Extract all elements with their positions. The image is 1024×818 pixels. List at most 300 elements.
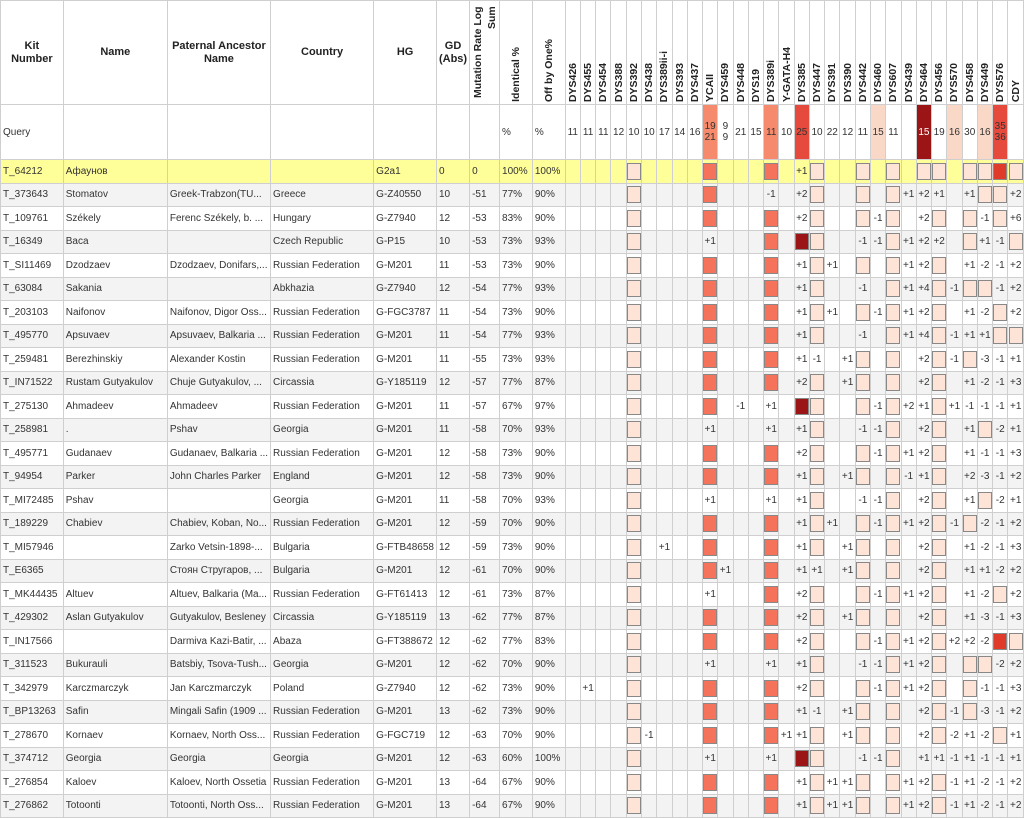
marker-diff-cell	[764, 512, 779, 536]
marker-diff-box	[703, 280, 717, 297]
query-marker-value	[901, 105, 916, 160]
table-row[interactable]	[1, 583, 1024, 607]
marker-diff-cell	[626, 559, 641, 583]
off-by-one-cell: 90%	[532, 512, 565, 536]
kit-number-cell[interactable]: T_BP13263	[1, 700, 64, 724]
marker-diff-cell: +1	[794, 254, 809, 278]
table-row[interactable]	[1, 324, 1024, 348]
table-row[interactable]	[1, 395, 1024, 419]
marker-diff-cell: -1	[993, 794, 1008, 818]
marker-diff-cell	[596, 324, 611, 348]
col-marker-dys464[interactable]: DYS464	[916, 1, 931, 105]
gd-cell: 12	[436, 724, 469, 748]
marker-diff-cell	[733, 207, 748, 231]
col-marker-dys576[interactable]: DYS576	[993, 1, 1008, 105]
marker-diff-cell	[687, 677, 702, 701]
marker-diff-box	[703, 515, 717, 532]
marker-diff-box	[963, 515, 977, 532]
marker-diff-cell: -1	[855, 747, 870, 771]
mutation-rate-cell: 0	[470, 160, 500, 184]
col-marker-dys439[interactable]: DYS439	[901, 1, 916, 105]
marker-diff-cell	[580, 653, 595, 677]
marker-diff-cell	[733, 677, 748, 701]
marker-diff-cell	[626, 301, 641, 325]
marker-diff-cell: +2	[916, 724, 931, 748]
col-marker-dys19[interactable]: DYS19	[748, 1, 763, 105]
col-genetic-distance[interactable]: GD (Abs)	[436, 1, 469, 105]
query-marker-value: 11	[886, 105, 901, 160]
marker-diff-cell	[809, 371, 824, 395]
marker-diff-cell: -1	[977, 677, 992, 701]
off-by-one-cell: 90%	[532, 183, 565, 207]
marker-diff-cell: -1	[993, 277, 1008, 301]
marker-diff-cell	[779, 230, 794, 254]
kit-number-cell[interactable]: T_495771	[1, 442, 64, 466]
country-cell: Russian Federation	[271, 724, 374, 748]
table-row[interactable]	[1, 465, 1024, 489]
marker-diff-cell	[672, 371, 687, 395]
col-marker-dys391[interactable]: DYS391	[825, 1, 840, 105]
marker-diff-cell	[825, 583, 840, 607]
table-row[interactable]	[1, 160, 1024, 184]
marker-diff-cell	[809, 277, 824, 301]
marker-diff-cell	[825, 183, 840, 207]
marker-diff-cell	[886, 418, 901, 442]
kit-number-cell[interactable]: T_94954	[1, 465, 64, 489]
marker-diff-cell: -1	[764, 183, 779, 207]
table-row[interactable]	[1, 183, 1024, 207]
marker-diff-cell	[779, 371, 794, 395]
marker-diff-cell	[748, 348, 763, 372]
marker-diff-cell	[642, 700, 657, 724]
marker-diff-box	[978, 656, 992, 673]
marker-diff-cell	[886, 536, 901, 560]
marker-diff-cell: +2	[1008, 583, 1024, 607]
col-marker-dys448[interactable]: DYS448	[733, 1, 748, 105]
kit-number-cell[interactable]: T_MI72485	[1, 489, 64, 513]
marker-diff-box	[886, 304, 900, 321]
marker-diff-cell	[672, 583, 687, 607]
table-row[interactable]	[1, 536, 1024, 560]
marker-diff-box	[795, 398, 809, 415]
col-marker-ycaii[interactable]: YCAII	[703, 1, 718, 105]
table-row[interactable]	[1, 559, 1024, 583]
marker-diff-cell	[611, 277, 626, 301]
kit-number-cell[interactable]: T_189229	[1, 512, 64, 536]
ancestor-cell: Naifonov, Digor Oss...	[167, 301, 270, 325]
country-cell: Russian Federation	[271, 395, 374, 419]
marker-diff-box	[932, 680, 946, 697]
marker-diff-cell	[565, 536, 580, 560]
col-marker-dys570[interactable]: DYS570	[947, 1, 962, 105]
marker-diff-cell: +1	[718, 559, 733, 583]
marker-diff-cell: +1	[1008, 348, 1024, 372]
off-by-one-cell: 93%	[532, 418, 565, 442]
marker-diff-cell: -1	[870, 653, 885, 677]
identical-cell: 73%	[500, 677, 533, 701]
table-row[interactable]	[1, 442, 1024, 466]
kit-number-cell[interactable]: T_203103	[1, 301, 64, 325]
col-marker-y-gata-h4[interactable]: Y-GATA-H4	[779, 1, 794, 105]
off-by-one-cell: 90%	[532, 207, 565, 231]
marker-diff-box	[932, 515, 946, 532]
marker-diff-cell: +2	[916, 254, 931, 278]
gd-cell: 0	[436, 160, 469, 184]
gd-cell: 12	[436, 677, 469, 701]
table-row[interactable]	[1, 771, 1024, 795]
marker-diff-cell	[764, 301, 779, 325]
marker-diff-cell	[580, 747, 595, 771]
kit-number-cell[interactable]: T_259481	[1, 348, 64, 372]
kit-number-cell[interactable]: T_258981	[1, 418, 64, 442]
col-haplogroup[interactable]: HG	[374, 1, 437, 105]
marker-diff-cell	[718, 395, 733, 419]
kit-number-cell[interactable]: T_276862	[1, 794, 64, 818]
table-row[interactable]	[1, 700, 1024, 724]
marker-diff-cell	[748, 371, 763, 395]
kit-number-cell[interactable]: T_63084	[1, 277, 64, 301]
col-mutation-rate[interactable]: Mutation Rate Log Sum	[470, 1, 500, 105]
marker-diff-cell	[565, 348, 580, 372]
marker-diff-box	[856, 163, 870, 180]
marker-diff-cell	[687, 371, 702, 395]
kit-number-cell[interactable]: T_MK44435	[1, 583, 64, 607]
gd-cell: 11	[436, 348, 469, 372]
marker-diff-cell	[596, 489, 611, 513]
col-marker-dys455[interactable]: DYS455	[580, 1, 595, 105]
kit-number-cell[interactable]: T_374712	[1, 747, 64, 771]
query-off-by-one: %	[532, 105, 565, 160]
marker-diff-cell	[642, 230, 657, 254]
marker-diff-cell	[809, 254, 824, 278]
table-row[interactable]	[1, 418, 1024, 442]
kit-number-cell[interactable]: T_276854	[1, 771, 64, 795]
marker-diff-cell	[718, 489, 733, 513]
haplogroup-cell: G-FGC3787	[374, 301, 437, 325]
marker-diff-cell	[718, 230, 733, 254]
col-marker-dys447[interactable]: DYS447	[809, 1, 824, 105]
table-row[interactable]	[1, 512, 1024, 536]
off-by-one-cell: 93%	[532, 324, 565, 348]
marker-diff-cell	[672, 606, 687, 630]
marker-diff-cell: +1	[901, 512, 916, 536]
ancestor-cell	[167, 489, 270, 513]
gd-cell: 13	[436, 794, 469, 818]
kit-number-cell[interactable]: T_IN71522	[1, 371, 64, 395]
marker-diff-cell	[580, 771, 595, 795]
marker-diff-cell: -1	[870, 230, 885, 254]
col-marker-dys459[interactable]: DYS459	[718, 1, 733, 105]
kit-number-cell[interactable]: T_278670	[1, 724, 64, 748]
name-cell: Ahmadeev	[63, 395, 167, 419]
marker-diff-cell: +2	[916, 371, 931, 395]
name-cell: Georgia	[63, 747, 167, 771]
table-row[interactable]	[1, 630, 1024, 654]
name-cell: Totoonti	[63, 794, 167, 818]
marker-diff-cell	[855, 677, 870, 701]
marker-diff-cell	[565, 653, 580, 677]
marker-diff-cell	[825, 371, 840, 395]
col-country[interactable]: Country	[271, 1, 374, 105]
col-marker-dys456[interactable]: DYS456	[932, 1, 947, 105]
marker-diff-box	[886, 727, 900, 744]
table-row[interactable]	[1, 677, 1024, 701]
kit-number-cell[interactable]: T_64212	[1, 160, 64, 184]
marker-diff-cell	[565, 207, 580, 231]
table-row[interactable]	[1, 301, 1024, 325]
marker-diff-cell	[886, 230, 901, 254]
marker-diff-cell: +4	[916, 324, 931, 348]
query-marker-value: 12	[611, 105, 626, 160]
marker-diff-box	[627, 280, 641, 297]
marker-diff-cell	[809, 160, 824, 184]
marker-diff-cell: +2	[916, 606, 931, 630]
col-marker-dys390[interactable]: DYS390	[840, 1, 855, 105]
marker-diff-cell	[626, 630, 641, 654]
marker-diff-cell: +4	[916, 277, 931, 301]
identical-cell: 83%	[500, 207, 533, 231]
marker-diff-cell	[748, 183, 763, 207]
marker-diff-cell	[947, 160, 962, 184]
marker-diff-box	[856, 774, 870, 791]
marker-diff-cell	[947, 583, 962, 607]
marker-diff-box	[932, 633, 946, 650]
marker-diff-cell	[718, 160, 733, 184]
kit-number-cell[interactable]: T_275130	[1, 395, 64, 419]
kit-number-cell[interactable]: T_311523	[1, 653, 64, 677]
marker-diff-cell	[886, 183, 901, 207]
marker-diff-cell	[565, 230, 580, 254]
col-name[interactable]: Name	[63, 1, 167, 105]
ancestor-cell: Ahmadeev	[167, 395, 270, 419]
marker-diff-box	[932, 609, 946, 626]
marker-diff-cell	[703, 465, 718, 489]
col-marker-dys426[interactable]: DYS426	[565, 1, 580, 105]
marker-diff-cell	[870, 254, 885, 278]
marker-diff-cell: -1	[947, 348, 962, 372]
query-marker-value: 11	[596, 105, 611, 160]
marker-diff-cell	[932, 489, 947, 513]
marker-diff-cell	[886, 700, 901, 724]
off-by-one-cell: 90%	[532, 254, 565, 278]
marker-diff-cell	[626, 489, 641, 513]
marker-diff-box	[627, 539, 641, 556]
haplogroup-cell: G-Z40550	[374, 183, 437, 207]
marker-diff-cell	[932, 160, 947, 184]
marker-diff-cell: -1	[947, 794, 962, 818]
marker-diff-cell	[687, 324, 702, 348]
haplogroup-cell: G-Y185119	[374, 606, 437, 630]
col-marker-dys458[interactable]: DYS458	[962, 1, 977, 105]
col-marker-dys393[interactable]: DYS393	[672, 1, 687, 105]
query-marker-value	[1008, 105, 1024, 160]
col-marker-dys392[interactable]: DYS392	[626, 1, 641, 105]
marker-diff-cell	[642, 371, 657, 395]
marker-diff-cell	[932, 324, 947, 348]
marker-diff-box	[886, 703, 900, 720]
col-marker-dys388[interactable]: DYS388	[611, 1, 626, 105]
marker-diff-cell	[580, 277, 595, 301]
marker-diff-cell: +2	[794, 183, 809, 207]
identical-cell: 70%	[500, 724, 533, 748]
kit-number-cell[interactable]: T_342979	[1, 677, 64, 701]
marker-diff-cell	[733, 512, 748, 536]
gd-cell: 11	[436, 418, 469, 442]
marker-diff-box	[627, 398, 641, 415]
marker-diff-cell: +2	[916, 301, 931, 325]
kit-number-cell[interactable]: T_IN17566	[1, 630, 64, 654]
marker-diff-cell: +1	[977, 324, 992, 348]
marker-diff-cell: +2	[1008, 277, 1024, 301]
name-cell: Stomatov	[63, 183, 167, 207]
marker-diff-cell	[779, 254, 794, 278]
marker-diff-cell	[718, 677, 733, 701]
col-marker-dys449[interactable]: DYS449	[977, 1, 992, 105]
mutation-rate-cell: -64	[470, 771, 500, 795]
table-row[interactable]	[1, 606, 1024, 630]
col-marker-dys442[interactable]: DYS442	[855, 1, 870, 105]
table-row[interactable]	[1, 230, 1024, 254]
table-row[interactable]	[1, 371, 1024, 395]
col-marker-dys437[interactable]: DYS437	[687, 1, 702, 105]
table-row[interactable]	[1, 489, 1024, 513]
kit-number-cell[interactable]: T_495770	[1, 324, 64, 348]
table-row[interactable]	[1, 348, 1024, 372]
marker-diff-cell	[642, 395, 657, 419]
marker-diff-cell	[703, 277, 718, 301]
kit-number-cell[interactable]: T_E6365	[1, 559, 64, 583]
marker-diff-box	[810, 539, 824, 556]
haplogroup-cell: G-M201	[374, 653, 437, 677]
marker-diff-box	[932, 445, 946, 462]
kit-number-cell[interactable]: T_MI57946	[1, 536, 64, 560]
marker-diff-box	[627, 609, 641, 626]
marker-diff-cell	[748, 324, 763, 348]
marker-diff-cell: -1	[993, 512, 1008, 536]
marker-diff-cell	[962, 653, 977, 677]
name-cell: Safin	[63, 700, 167, 724]
marker-diff-box	[932, 398, 946, 415]
col-marker-dys607[interactable]: DYS607	[886, 1, 901, 105]
marker-diff-cell	[932, 348, 947, 372]
marker-diff-box	[764, 374, 778, 391]
marker-diff-cell: -2	[993, 559, 1008, 583]
marker-diff-cell	[977, 653, 992, 677]
query-marker-value: 11	[565, 105, 580, 160]
marker-diff-cell	[672, 277, 687, 301]
marker-diff-cell	[870, 277, 885, 301]
marker-diff-cell	[687, 559, 702, 583]
kit-number-cell[interactable]: T_109761	[1, 207, 64, 231]
marker-diff-cell	[779, 489, 794, 513]
table-row[interactable]	[1, 254, 1024, 278]
marker-diff-box	[764, 445, 778, 462]
marker-diff-cell	[825, 465, 840, 489]
marker-diff-cell: -1	[993, 371, 1008, 395]
marker-diff-cell	[886, 771, 901, 795]
marker-diff-cell	[962, 230, 977, 254]
marker-diff-box	[856, 468, 870, 485]
marker-diff-cell	[687, 442, 702, 466]
table-row[interactable]	[1, 747, 1024, 771]
marker-diff-cell	[657, 418, 672, 442]
kit-number-cell[interactable]: T_SI11469	[1, 254, 64, 278]
marker-diff-cell: +1	[825, 301, 840, 325]
marker-diff-cell	[565, 418, 580, 442]
col-kit-number[interactable]: Kit Number	[1, 1, 64, 105]
mutation-rate-cell: -55	[470, 348, 500, 372]
marker-diff-cell	[825, 395, 840, 419]
marker-diff-cell	[947, 606, 962, 630]
marker-diff-cell	[855, 700, 870, 724]
table-row[interactable]	[1, 724, 1024, 748]
marker-diff-box	[993, 163, 1007, 180]
marker-diff-cell	[565, 559, 580, 583]
marker-diff-cell	[718, 724, 733, 748]
marker-diff-cell	[855, 771, 870, 795]
table-row[interactable]	[1, 207, 1024, 231]
marker-diff-cell	[825, 677, 840, 701]
haplogroup-cell: G-FGC719	[374, 724, 437, 748]
marker-diff-cell	[703, 348, 718, 372]
table-row[interactable]	[1, 653, 1024, 677]
marker-diff-box	[627, 421, 641, 438]
marker-diff-cell	[626, 418, 641, 442]
kit-number-cell[interactable]: T_16349	[1, 230, 64, 254]
col-marker-dys389i[interactable]: DYS389i	[764, 1, 779, 105]
table-row[interactable]	[1, 277, 1024, 301]
marker-diff-cell	[855, 395, 870, 419]
col-marker-dys389ii-i[interactable]: DYS389ii-i	[657, 1, 672, 105]
marker-diff-cell	[687, 277, 702, 301]
col-off-by-one-pct[interactable]: Off by One%	[532, 1, 565, 105]
col-marker-dys454[interactable]: DYS454	[596, 1, 611, 105]
col-identical-pct[interactable]: Identical %	[500, 1, 533, 105]
col-marker-dys460[interactable]: DYS460	[870, 1, 885, 105]
kit-number-cell[interactable]: T_373643	[1, 183, 64, 207]
col-marker-cdy[interactable]: CDY	[1008, 1, 1024, 105]
gd-cell: 12	[436, 630, 469, 654]
marker-diff-cell	[947, 442, 962, 466]
marker-diff-cell: +2	[1008, 771, 1024, 795]
marker-diff-box	[856, 445, 870, 462]
marker-diff-cell	[825, 348, 840, 372]
kit-number-cell[interactable]: T_429302	[1, 606, 64, 630]
col-paternal-ancestor[interactable]: Paternal Ancestor Name	[167, 1, 270, 105]
marker-diff-cell	[779, 183, 794, 207]
marker-diff-cell	[626, 512, 641, 536]
marker-diff-cell	[580, 301, 595, 325]
marker-diff-cell	[703, 442, 718, 466]
col-marker-dys385[interactable]: DYS385	[794, 1, 809, 105]
marker-diff-cell	[825, 207, 840, 231]
col-marker-dys438[interactable]: DYS438	[642, 1, 657, 105]
marker-diff-cell	[611, 254, 626, 278]
marker-diff-cell	[626, 230, 641, 254]
marker-diff-cell	[870, 700, 885, 724]
marker-diff-cell: +1	[932, 747, 947, 771]
marker-diff-cell	[718, 465, 733, 489]
marker-diff-box	[886, 280, 900, 297]
gd-cell: 12	[436, 583, 469, 607]
marker-diff-box	[993, 304, 1007, 321]
off-by-one-cell: 100%	[532, 160, 565, 184]
marker-diff-cell	[764, 724, 779, 748]
mutation-rate-cell: -58	[470, 418, 500, 442]
marker-diff-cell: -1	[947, 700, 962, 724]
marker-diff-cell	[993, 160, 1008, 184]
marker-diff-cell	[825, 559, 840, 583]
